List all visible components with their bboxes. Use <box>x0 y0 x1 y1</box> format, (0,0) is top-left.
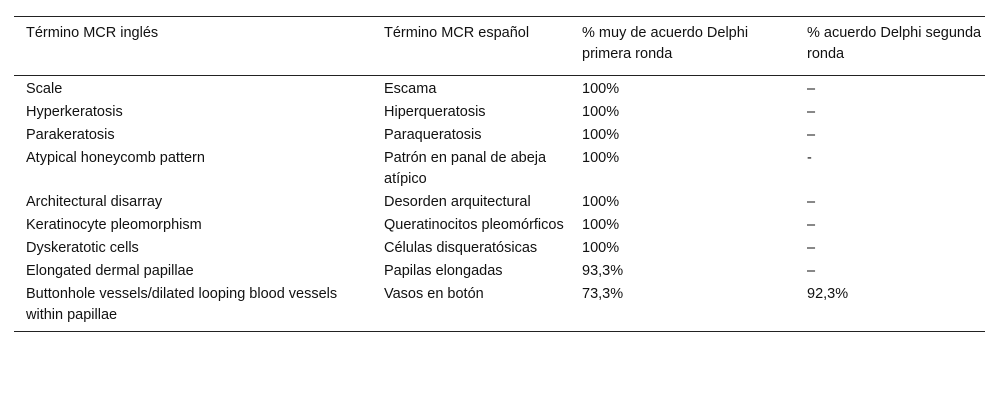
table-row <box>14 215 985 238</box>
cell-english-term: Keratinocyte pleomorphism <box>26 217 202 233</box>
table-row <box>14 261 985 284</box>
cell-first-round: 100% <box>582 240 620 256</box>
cell-spanish-term: Escama <box>384 81 437 97</box>
cell-first-round: 100% <box>582 127 620 143</box>
table-row <box>14 76 985 103</box>
cell-english-term: Dyskeratotic cells <box>26 240 139 256</box>
header-second-round-agreement: % acuerdo Delphi segunda ronda <box>807 25 982 62</box>
table-row <box>14 284 985 332</box>
delphi-terms-table <box>14 16 985 332</box>
cell-first-round: 73,3% <box>582 286 624 302</box>
cell-spanish-term: Papilas elongadas <box>384 263 503 279</box>
cell-first-round: 100% <box>582 104 620 120</box>
table-row <box>14 238 985 261</box>
cell-first-round: 100% <box>582 217 620 233</box>
cell-english-term: Atypical honeycomb pattern <box>26 150 205 166</box>
header-english-term: Término MCR inglés <box>26 25 159 41</box>
cell-spanish-term: Células disqueratósicas <box>384 240 538 256</box>
cell-second-round: – <box>807 104 816 120</box>
table-row <box>14 148 985 192</box>
table-row <box>14 102 985 125</box>
table-row <box>14 192 985 215</box>
header-spanish-term: Término MCR español <box>384 25 530 41</box>
cell-first-round: 93,3% <box>582 263 624 279</box>
cell-second-round: – <box>807 81 816 97</box>
cell-first-round: 100% <box>582 194 620 210</box>
cell-second-round: – <box>807 217 816 233</box>
cell-second-round: – <box>807 263 816 279</box>
cell-second-round: – <box>807 240 816 256</box>
cell-english-term: Parakeratosis <box>26 127 115 143</box>
cell-english-term: Elongated dermal papillae <box>26 263 194 279</box>
cell-second-round: – <box>807 127 816 143</box>
cell-spanish-term: Vasos en botón <box>384 286 484 302</box>
cell-first-round: 100% <box>582 81 620 97</box>
cell-english-term: Hyperkeratosis <box>26 104 123 120</box>
cell-spanish-term: Paraqueratosis <box>384 127 482 143</box>
table-header-row <box>14 17 985 76</box>
table-row <box>14 125 985 148</box>
cell-spanish-term: Desorden arquitectural <box>384 194 531 210</box>
cell-english-term: Buttonhole vessels/dilated looping blood vessels within papillae <box>26 286 338 323</box>
header-first-round-agreement: % muy de acuerdo Delphi primera ronda <box>582 25 749 62</box>
cell-spanish-term: Queratinocitos pleomórficos <box>384 217 564 233</box>
cell-first-round: 100% <box>582 150 620 166</box>
cell-second-round: – <box>807 194 816 210</box>
cell-second-round: - <box>807 150 812 166</box>
cell-english-term: Architectural disarray <box>26 194 163 210</box>
delphi-terms-table-container <box>14 16 985 332</box>
table-header <box>14 17 985 76</box>
cell-spanish-term: Hiperqueratosis <box>384 104 486 120</box>
cell-english-term: Scale <box>26 81 63 97</box>
cell-spanish-term: Patrón en panal de abeja atípico <box>384 150 547 187</box>
cell-second-round: 92,3% <box>807 286 849 302</box>
table-body <box>14 76 985 332</box>
